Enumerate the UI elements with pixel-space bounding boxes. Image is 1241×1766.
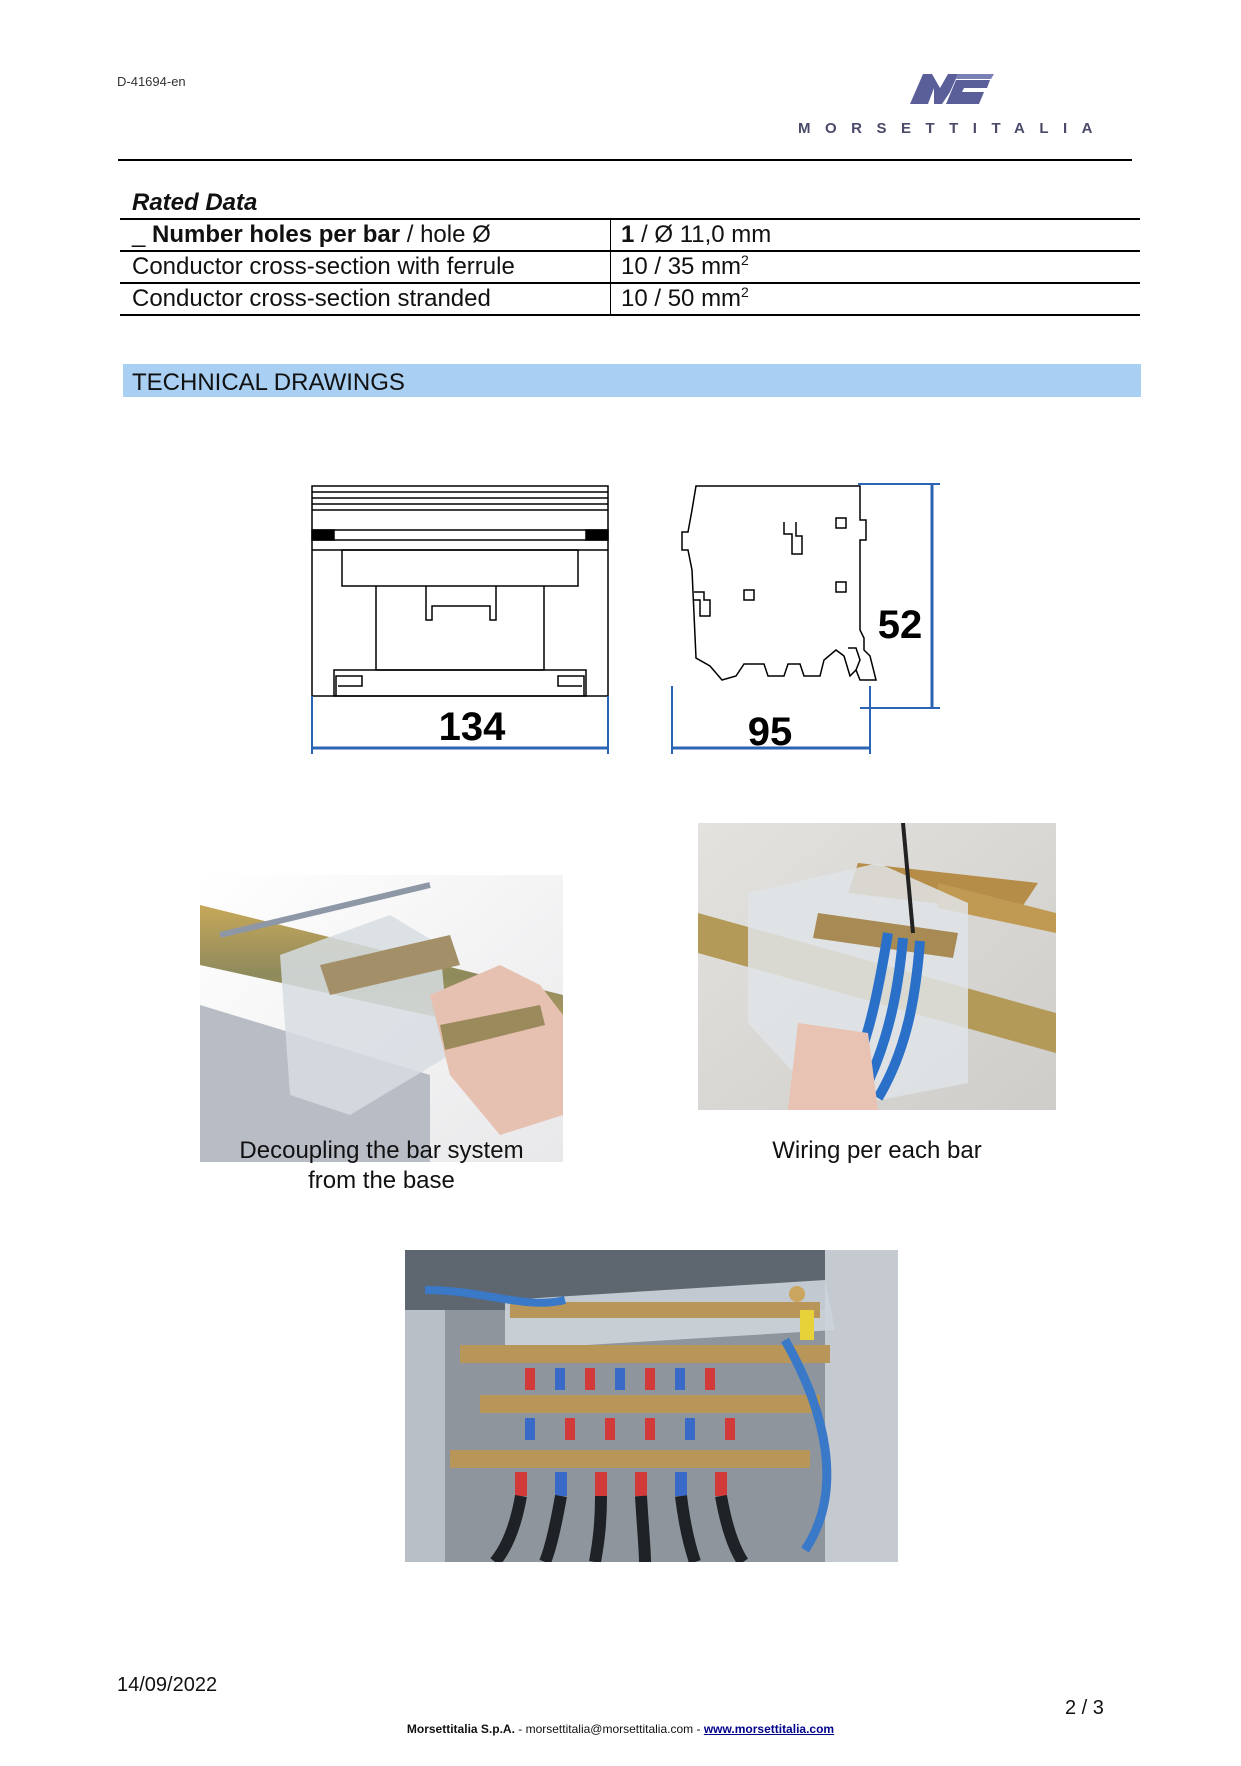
technical-drawings-heading-bar [123, 364, 1141, 397]
technical-drawing [300, 470, 960, 760]
page-number: 2 / 3 [1065, 1697, 1104, 1719]
row-label: Conductor cross-section with ferrule [120, 251, 611, 283]
row-value-rest: / Ø 11,0 mm [634, 221, 772, 248]
rated-data-table [120, 218, 1140, 316]
logo-wordmark: MORSETTITALIA [797, 120, 1108, 137]
row-value-text: 10 / 35 mm [621, 253, 742, 280]
table-row [120, 219, 1140, 251]
row-value-bold: 1 [621, 221, 635, 248]
caption-wiring: Wiring per each bar [772, 1137, 982, 1164]
morsettitalia-logo-icon [780, 70, 1125, 120]
photo-installed [405, 1250, 898, 1562]
footer-company: Morsettitalia S.p.A. [406, 1722, 515, 1736]
row-label-rest: / hole Ø [400, 221, 491, 248]
front-view-drawing [312, 486, 608, 696]
caption-line: from the base [308, 1167, 455, 1194]
footer-separator: - [693, 1722, 704, 1736]
front-width-label: 134 [438, 705, 506, 749]
decoupling-photo-image [200, 875, 563, 1162]
footer-date: 14/09/2022 [117, 1674, 218, 1696]
side-height-label: 52 [877, 603, 923, 647]
wiring-photo-image [698, 823, 1056, 1110]
row-prefix: _ [132, 221, 153, 248]
rated-data-section [120, 188, 1140, 316]
header-rule [118, 159, 1132, 161]
row-label-bold: Number holes per bar [152, 221, 401, 248]
footer-contact [0, 1722, 1241, 1736]
rated-data-title: Rated Data [132, 189, 258, 216]
row-value [611, 283, 1141, 315]
side-width-label: 95 [747, 710, 793, 754]
technical-drawings-heading: TECHNICAL DRAWINGS [132, 369, 405, 396]
company-logo [780, 70, 1125, 142]
footer-separator: - [514, 1722, 526, 1736]
row-label [120, 219, 611, 251]
row-value [611, 251, 1141, 283]
photo-wiring [698, 823, 1056, 1110]
table-row [120, 251, 1140, 283]
side-view-drawing [682, 486, 876, 680]
row-value-text: 10 / 50 mm [621, 285, 742, 312]
row-label: Conductor cross-section stranded [120, 283, 611, 315]
table-row [120, 283, 1140, 315]
caption-decoupling [200, 1136, 563, 1196]
row-value [611, 219, 1141, 251]
photo-decoupling [200, 875, 563, 1162]
row-value-superscript: 2 [741, 284, 749, 300]
caption-line: Decoupling the bar system [239, 1137, 524, 1164]
installed-photo-image [405, 1250, 898, 1562]
footer-email[interactable]: morsettitalia@morsettitalia.com [525, 1722, 694, 1736]
row-value-superscript: 2 [741, 252, 749, 268]
document-id: D-41694-en [117, 74, 186, 89]
footer-website-link[interactable]: www.morsettitalia.com [703, 1722, 835, 1736]
